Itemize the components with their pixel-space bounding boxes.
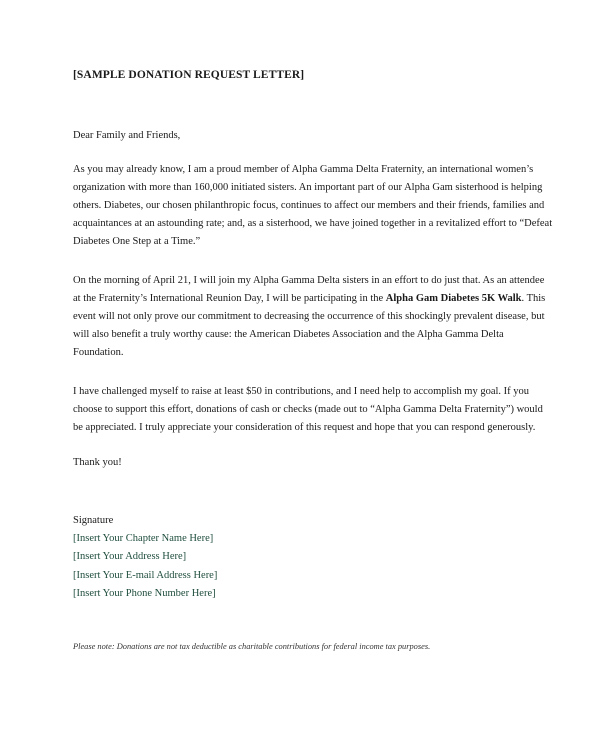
signature-block [73,512,217,603]
paragraph-text: at the Fraternity’s International Reunion Day, I will be participating in the [73,293,386,304]
signature-label: Signature [73,515,114,526]
phone-placeholder: [Insert Your Phone Number Here] [73,587,216,599]
chapter-placeholder: [Insert Your Chapter Name Here] [73,533,214,545]
paragraph-line: Foundation. [73,347,124,358]
paragraph-request [73,383,543,437]
paragraph-line: As you may already know, I am a proud member of Alpha Gamma Delta Fraternity, an international women’s [73,164,534,175]
paragraph-line: acquaintances at an astounding rate; and, as a sisterhood, we have joined together in a revitalized effort to “Defeat [73,218,553,229]
paragraph-event [73,272,546,362]
greeting: Dear Family and Friends, [73,130,181,141]
tax-footnote: Please note: Donations are not tax deductible as charitable contributions for federal income tax purposes. [73,642,431,651]
paragraph-line: event will not only prove our commitment to decreasing the occurrence of this shockingly prevalent disease, but [73,311,545,322]
paragraph-line: will also benefit a truly worthy cause: the American Diabetes Association and the Alpha Gamma Delta [73,329,504,340]
address-placeholder: [Insert Your Address Here] [73,551,187,563]
paragraph-line: Diabetes One Step at a Time.” [73,236,201,247]
paragraph-line: others. Diabetes, our chosen philanthropic focus, continues to affect our members and their friends, families and [73,200,545,211]
paragraph-text: . This [521,293,546,304]
paragraph-line [73,290,546,308]
paragraph-intro [73,161,553,251]
paragraph-line: be appreciated. I truly appreciate your consideration of this request and hope that you can respond generously. [73,422,536,433]
letter-title: [SAMPLE DONATION REQUEST LETTER] [73,69,305,81]
event-name: Alpha Gam Diabetes 5K Walk [385,293,522,304]
closing: Thank you! [73,457,122,468]
paragraph-line: organization with more than 160,000 initiated sisters. An important part of our Alpha Gam sisterhood is helping [73,182,543,193]
email-placeholder: [Insert Your E-mail Address Here] [73,569,218,581]
paragraph-line: I have challenged myself to raise at least $50 in contributions, and I need help to accomplish my goal. If you [73,386,530,397]
paragraph-line: choose to support this effort, donations of cash or checks (made out to “Alpha Gamma Delta Fraternity”) would [73,404,543,415]
paragraph-line: On the morning of April 21, I will join my Alpha Gamma Delta sisters in an effort to do just that. As an attendee [73,275,545,286]
